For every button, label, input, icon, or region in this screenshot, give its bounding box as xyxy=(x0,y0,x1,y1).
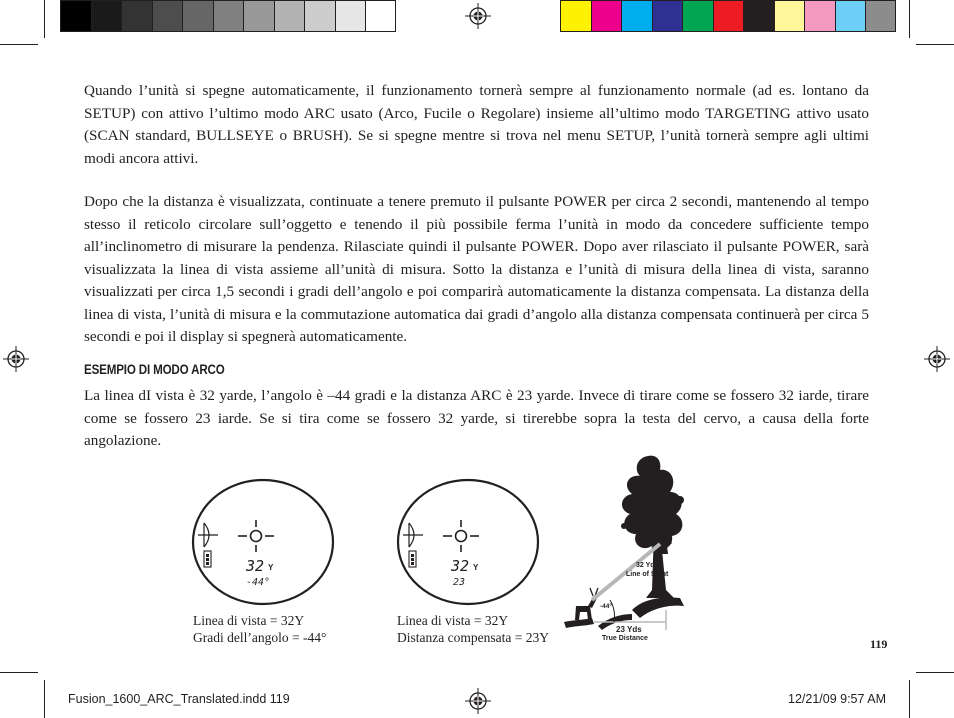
angle-readout: -44° xyxy=(246,577,271,588)
angle-label: -44° xyxy=(600,603,612,610)
registration-mark-left xyxy=(3,346,29,372)
line-of-sight-distance: 32 xyxy=(451,557,470,575)
color-swatch xyxy=(865,0,896,32)
color-swatch xyxy=(304,0,335,32)
color-swatch xyxy=(243,0,274,32)
line-of-sight-distance: 32 xyxy=(246,557,265,575)
color-swatch xyxy=(152,0,183,32)
color-swatch xyxy=(213,0,244,32)
crosshair-reticle-icon xyxy=(238,520,274,552)
paragraph-power-button: Dopo che la distanza è visualizzata, continuate a tenere premuto il pulsante POWER per circa 2 secondi, mantenendo al tempo stesso il reticolo circolare sull’oggetto e tenendo il più possibile ferma l’unità in modo da concedere sufficiente tempo all’inclinometro di misurare la pendenza. Rilasciate quindi il pulsante POWER. Dopo aver rilasciato il pulsante POWER, sarà visualizzata la linea di vista assieme all’unità di misura. Sotto la distanza e l’unità di misura della linea di vista, saranno visualizzati per circa 1,5 secondi i gradi dell’angolo e poi comparirà automaticamente la distanza compensata. La distanza della linea di vista, l’unità di misura e la commutazione automatica dai gradi d’angolo alla distanza compensata continuerà per circa 5 secondi e poi il display si spegnerà automaticamente. xyxy=(84,193,869,345)
true-distance-label: True Distance xyxy=(602,635,648,642)
color-swatch xyxy=(682,0,713,32)
tree-foliage xyxy=(621,456,684,550)
page-number: 119 xyxy=(870,637,888,651)
battery-icon xyxy=(204,551,211,567)
registration-mark-top xyxy=(465,3,491,29)
color-swatch xyxy=(743,0,774,32)
bow-mode-icon xyxy=(198,523,218,547)
compensated-distance-readout: 23 xyxy=(453,577,466,588)
caption-display-angle xyxy=(193,612,326,646)
registration-mark-right xyxy=(924,346,950,372)
caption-line-of-sight: Linea di vista = 32Y xyxy=(193,613,305,628)
bow-mode-icon xyxy=(403,523,423,547)
crosshair-reticle-icon xyxy=(443,520,479,552)
battery-icon xyxy=(409,551,416,567)
color-swatch xyxy=(365,0,396,32)
color-swatch xyxy=(835,0,866,32)
color-swatch xyxy=(713,0,744,32)
distance-unit: Y xyxy=(268,563,274,572)
color-swatch xyxy=(591,0,622,32)
line-of-sight-yards: 32 Yds xyxy=(636,562,659,569)
color-swatch xyxy=(652,0,683,32)
color-swatch xyxy=(182,0,213,32)
tree-stand-angle-illustration xyxy=(562,450,690,650)
caption-display-compensated xyxy=(397,612,549,646)
color-swatch xyxy=(621,0,652,32)
color-swatch xyxy=(91,0,122,32)
slug-datetime: 12/21/09 9:57 AM xyxy=(788,692,886,706)
grayscale-color-bar xyxy=(60,0,396,32)
section-heading: ESEMPIO DI MODO ARCO xyxy=(84,362,225,377)
rangefinder-display-compensated xyxy=(395,478,543,606)
color-swatch xyxy=(804,0,835,32)
color-swatch xyxy=(774,0,805,32)
paragraph-auto-shutoff: Quando l’unità si spegne automaticamente, il funzionamento tornerà sempre al funzionamento normale (ad es. lontano da SETUP) con attivo l’ultimo modo ARC usato (Arco, Fucile o Regolare) insieme all’ultimo modo TARGETING attivo usato (SCAN standard, BULLSEYE o BRUSH). Se si spegne mentre si trova nel menu SETUP, l’unità tornerà sempre agli ultimi modi ancora attivi. xyxy=(84,82,869,167)
caption-compensated-distance: Distanza compensata = 23Y xyxy=(397,630,549,645)
color-swatch xyxy=(560,0,591,32)
caption-angle-degrees: Gradi dell’angolo = -44° xyxy=(193,630,327,645)
rangefinder-display-angle xyxy=(190,478,338,606)
process-color-bar xyxy=(560,0,896,32)
deer-icon xyxy=(575,588,598,620)
distance-unit: Y xyxy=(473,563,479,572)
color-swatch xyxy=(60,0,91,32)
paragraph-arc-example: La linea dI vista è 32 yarde, l’angolo è –44 gradi e la distanza ARC è 23 yarde. Invece di tirare come se fossero 32 iarde, tirare come se fossero 23 iarde. Se si tira come se fossero 32 yarde, si tirerebbe sopra la testa del cervo, a causa della forte angolazione. xyxy=(84,387,869,449)
line-of-sight-label: Line of Sight xyxy=(626,571,669,578)
slug-filename: Fusion_1600_ARC_Translated.indd 119 xyxy=(68,692,290,706)
color-swatch xyxy=(335,0,366,32)
caption-line-of-sight: Linea di vista = 32Y xyxy=(397,613,509,628)
registration-mark-bottom xyxy=(465,688,491,714)
color-swatch xyxy=(121,0,152,32)
color-swatch xyxy=(274,0,305,32)
true-distance-yards: 23 Yds xyxy=(616,625,642,634)
